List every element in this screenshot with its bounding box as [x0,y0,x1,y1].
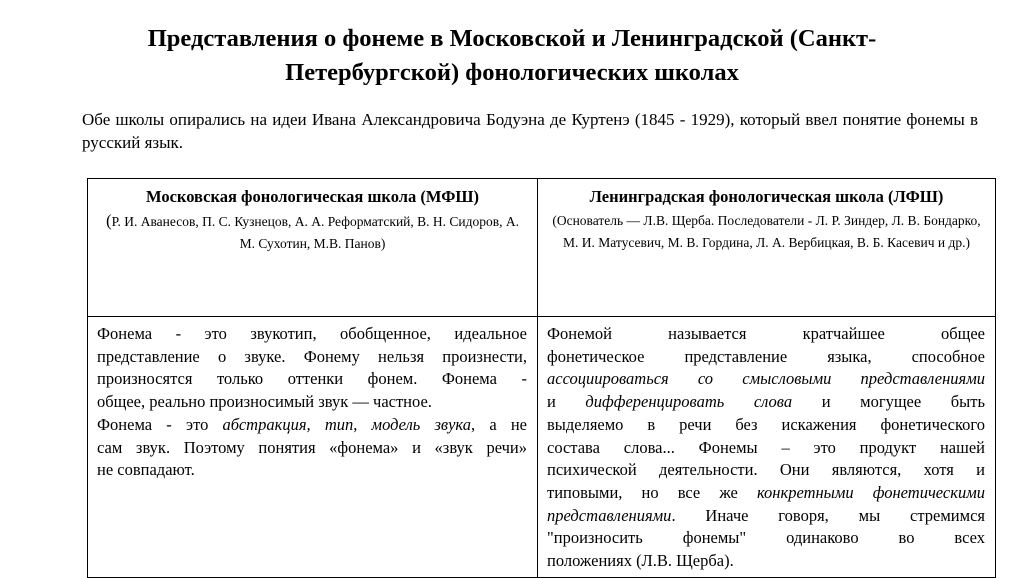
page-title [0,22,1024,90]
title-line-1: Представления о фонеме в Московской и Ленинградской (Санкт- [147,25,877,52]
lfsh-line: Фонемой называется кратчайшее общее [547,324,985,343]
lfsh-title: Ленинградская фонологическая школа (ЛФШ) [589,187,944,206]
lfsh-line [547,368,985,391]
mfsh-line: общее, реально произносимый звук — частное. [97,392,432,412]
lfsh-line: "произносить фонемы" одинаково во всех [547,528,985,548]
lfsh-line: и дифференцировать слова и могущее быть [547,392,985,412]
mfsh-members-text: Р. И. Аванесов, П. С. Кузнецов, А. А. Реформатский, В. Н. Сидоров, А. М. Сухотин, М.В. Панов) [111,214,520,251]
mfsh-line: произносятся только оттенки фонем. Фонема - [97,369,527,389]
table-body-row [88,317,996,578]
lfsh-line: психической деятельности. Они являются, хотя и [547,460,985,480]
comparison-table [87,178,996,578]
lfsh-line: представлениями. Иначе говоря, мы стремимся [547,505,985,525]
lfsh-line: фонетическое представление языка, способное [547,346,985,366]
mfsh-definition [88,317,537,482]
lfsh-definition [538,317,995,573]
lfsh-line: положениях (Л.В. Щерба). [547,551,734,571]
lfsh-line: состава слова... Фонемы – это продукт нашей [547,437,985,457]
lfsh-header-cell [538,179,996,317]
intro-paragraph: Обе школы опирались на идеи Ивана Александровича Бодуэна де Куртенэ (1845 - 1929), который ввел понятие фонемы в русский язык. [82,110,978,152]
title-line-2: Петербургской) фонологических школах [285,59,739,86]
lfsh-italic-phrase: ассоциироваться со смысловыми представлениями [547,369,985,389]
lfsh-line: типовыми, но все же конкретными фонетическими [547,482,985,502]
mfsh-italic-phrase: абстракция, тип, модель звука [222,414,471,434]
mfsh-title: Московская фонологическая школа (МФШ) [146,187,479,206]
table-header-row [88,179,996,317]
mfsh-line: Фонема - это звукотип, обобщенное, идеальное [97,324,527,343]
mfsh-header-cell [88,179,538,317]
mfsh-line: Фонема - это абстракция, тип, модель звука, а не [97,414,527,434]
mfsh-line: представление о звуке. Фонему нельзя произнести, [97,346,527,366]
lfsh-members: (Основатель — Л.В. Щерба. Последователи - Л. Р. Зиндер, Л. В. Бондарко, М. И. Матусевич, М. В. Гординa, Л. А. Вербицкая, В. Б. Касевич и др.) [552,213,981,250]
mfsh-definition-cell [88,317,538,578]
lfsh-italic-phrase: представлениями [547,505,672,525]
lfsh-definition-cell [538,317,996,578]
lfsh-line: выделяемо в речи без искажения фонетического [547,414,985,434]
mfsh-members-paren: ( [105,211,112,230]
mfsh-members [88,208,537,255]
lfsh-italic-phrase: дифференцировать слова [585,392,793,412]
mfsh-line: не совпадают. [97,460,195,480]
mfsh-line: сам звук. Поэтому понятия «фонема» и «звук речи» [97,437,527,457]
lfsh-italic-phrase: конкретными фонетическими [756,482,985,502]
